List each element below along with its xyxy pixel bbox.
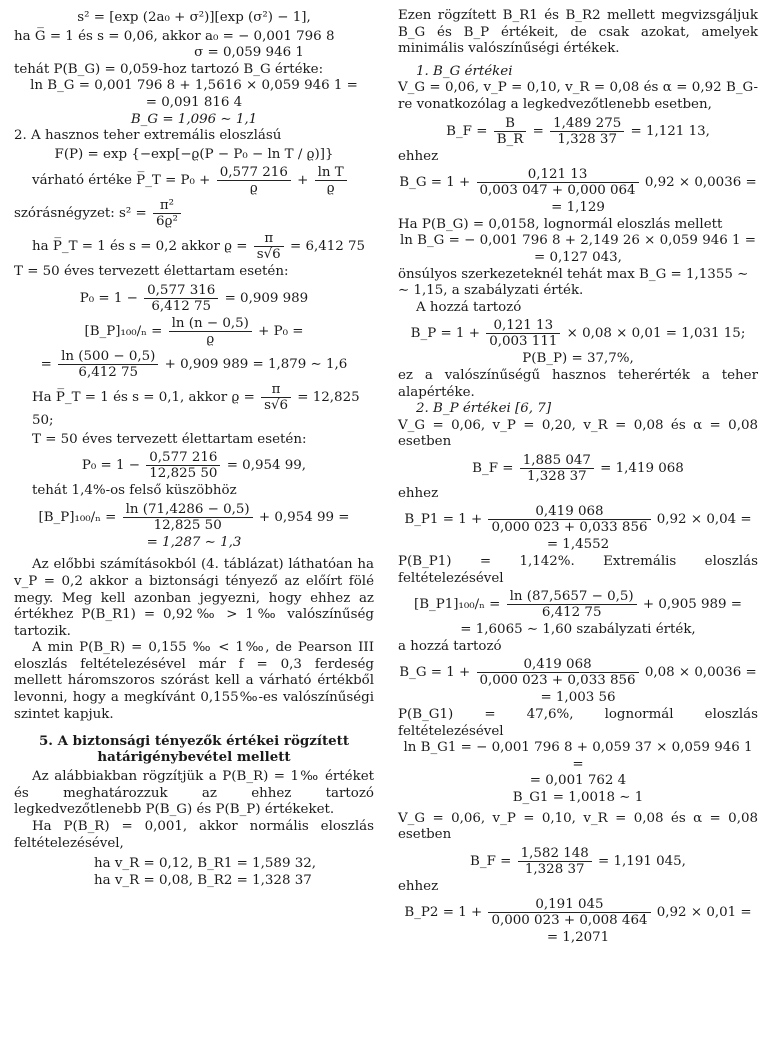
subsection-title: 1. B_G értékei	[416, 63, 513, 79]
paragraph: Az előbbi számításokból (4. táblázat) láthatóan ha v_P = 0,2 akkor a biztonsági tényező az előírt fölé megy. Meg kell azonban jegyezni, hogy ehhez az értékhez P(B_R1) = 0,92‰ > 1‰ valószínűség tartozik.	[14, 557, 374, 639]
formula-expected	[14, 165, 374, 196]
numerator: 0,121 13	[486, 318, 560, 334]
text-line: önsúlyos szerkezeteknél tehát max B_G = 1,1355 ∼	[398, 266, 749, 282]
text-line: tehát 1,4%-os felső küszöbhöz	[32, 483, 237, 499]
numerator: 0,577 216	[217, 165, 291, 181]
text-line: T = 50 éves tervezett élettartam esetén:	[32, 431, 307, 447]
denominator: 1,328 37	[524, 861, 585, 877]
denominator: ϱ	[326, 181, 335, 197]
denominator: ϱ	[249, 181, 258, 197]
numerator: 0,577 216	[146, 450, 220, 466]
fraction	[144, 283, 218, 314]
fraction	[315, 165, 347, 196]
formula-label: [B_P1]₁₀₀/ₙ =	[413, 597, 501, 613]
numerator: ln (n − 0,5)	[169, 316, 252, 332]
formula-bg	[398, 167, 758, 198]
formula-result: B_G = 1,096 ∼ 1,1	[130, 111, 258, 127]
fraction	[477, 657, 639, 688]
formula-p0	[14, 283, 374, 314]
fraction	[507, 589, 637, 620]
paragraph: Ezen rögzített B_R1 és B_R2 mellett megvizsgáljuk B_G és B_P értékeit, de csak azokat, amelyek minimális valószínűségi értékek.	[398, 8, 758, 57]
numerator: π²	[153, 198, 181, 214]
denominator: 0,003 047 + 0,000 064	[479, 183, 636, 199]
formula-rho	[14, 231, 374, 262]
formula-variance-sq	[14, 198, 374, 229]
formula-line: = 0,091 816 4	[145, 94, 243, 110]
formula-label: B_P1 = 1 +	[404, 512, 483, 528]
formula-label: B_F =	[446, 123, 488, 139]
denominator: s√6	[264, 397, 289, 413]
text-line: ha G̅ = 1 és s = 0,06, akkor a₀ = − 0,001 796 8	[14, 28, 335, 44]
formula-rho-2	[14, 382, 374, 430]
denominator: 12,825 50	[153, 517, 222, 533]
text-line: ∼ 1,15, a szabályzati érték.	[398, 283, 584, 299]
fraction	[169, 316, 252, 347]
text-line: V_G = 0,06, v_P = 0,20, v_R = 0,08 és α = 0,08 esetben	[398, 417, 758, 450]
numerator: 0,419 068	[488, 504, 650, 520]
formula-result: = 1,4552	[546, 537, 610, 553]
formula-label: [B_P]₁₀₀/ₙ =	[84, 323, 163, 339]
formula-result: = 1,2071	[546, 930, 610, 946]
formula-distribution: F(P) = exp {−exp[−ϱ(P − P₀ − ln T / ϱ)]}	[54, 146, 334, 162]
formula-label: B_F =	[470, 853, 512, 869]
formula-line: ln B_G1 = − 0,001 796 8 + 0,059 37 × 0,059 946 1 =	[403, 740, 753, 772]
formula-result: = 0,954 99,	[226, 458, 307, 474]
fraction	[153, 198, 181, 229]
formula-result: 0,92 × 0,04 =	[656, 512, 752, 528]
fraction	[217, 165, 291, 196]
left-column	[14, 8, 374, 889]
formula-result: 0,92 × 0,0036 =	[644, 175, 757, 191]
formula-line: ln B_G = 0,001 796 8 + 1,5616 × 0,059 946 1 =	[30, 78, 358, 94]
formula-result: = 6,412 75	[289, 239, 366, 255]
formula-label: B_G = 1 +	[399, 665, 471, 681]
formula-bf-2	[398, 453, 758, 484]
formula-line: ha v_R = 0,12, B_R1 = 1,589 32,	[94, 856, 317, 872]
numerator: π	[254, 231, 284, 247]
formula-bg-2	[398, 657, 758, 688]
numerator: 0,577 316	[144, 283, 218, 299]
text-line: ehhez	[398, 148, 439, 164]
numerator: ln (87,5657 − 0,5)	[507, 589, 637, 605]
formula-result: = 1,191 045,	[598, 853, 686, 869]
formula-line: ln B_G = − 0,001 796 8 + 2,149 26 × 0,059 946 1 =	[399, 233, 757, 249]
formula-result: = 1,419 068	[600, 460, 684, 476]
formula-result: = 1,287 ∼ 1,3	[146, 534, 242, 550]
right-column	[398, 8, 758, 947]
text-line: T = 50 éves tervezett élettartam esetén:	[14, 264, 289, 280]
formula-result: = 12,825 50;	[32, 389, 360, 428]
numerator: 1,489 275	[550, 116, 624, 132]
formula-result: × 0,08 × 0,01 = 1,031 15;	[566, 326, 746, 342]
denominator: s√6	[256, 247, 281, 263]
formula-line: ha v_R = 0,08, B_R2 = 1,328 37	[94, 872, 312, 888]
formula-result: = 0,909 989	[224, 290, 309, 306]
fraction	[146, 450, 220, 481]
fraction	[520, 453, 594, 484]
denominator: 0,000 023 + 0,033 856	[479, 673, 636, 689]
fraction	[550, 116, 624, 147]
formula-result: + 0,909 989 = 1,879 ∼ 1,6	[164, 356, 348, 372]
formula-line: = 0,001 762 4	[529, 773, 627, 789]
formula-bp	[14, 316, 374, 347]
numerator: 1,885 047	[520, 453, 594, 469]
formula-label: [B_P]₁₀₀/ₙ =	[38, 509, 117, 525]
formula-result: = 1,6065 ∼ 1,60 szabályzati érték,	[460, 622, 696, 638]
formula-line: = 0,127 043,	[534, 249, 622, 265]
formula-result: B_G1 = 1,0018 ∼ 1	[512, 790, 644, 805]
text-line: tehát P(B_G) = 0,059-hoz tartozó B_G értéke:	[14, 61, 324, 77]
formula-result: + P₀ =	[258, 323, 304, 339]
text-line: a hozzá tartozó	[398, 638, 502, 654]
operator: +	[297, 173, 309, 189]
denominator: 0,000 023 + 0,008 464	[491, 913, 648, 929]
numerator: π	[261, 382, 291, 398]
fraction	[123, 502, 253, 533]
paragraph: ez a valószínűségű hasznos teherérték a teher alapértéke.	[398, 367, 758, 400]
paragraph: P(B_G1) = 47,6%, lognormál eloszlás feltételezésével	[398, 707, 758, 739]
formula-bp1	[398, 504, 758, 535]
formula-label: B_P = 1 +	[410, 326, 480, 342]
paragraph: V_G = 0,06, v_P = 0,10, v_R = 0,08 és α = 0,92 B_G-re vonatkozólag a legkedvezőtlenebb esetben,	[398, 80, 758, 112]
formula-result: = 1,003 56	[540, 690, 616, 706]
formula-label: =	[40, 356, 52, 372]
numerator: ln T	[315, 165, 347, 181]
paragraph: A min P(B_R) = 0,155 ‰ < 1‰, de Pearson III eloszlás feltételezésével már f = 0,3 ferdeség mellett háromszoros szórást kell a várható értékből levonni, hogy a megkívánt 0,155‰-es valószínűségi szintet kapjuk.	[14, 640, 374, 722]
denominator: 1,328 37	[557, 131, 617, 147]
text-line: ehhez	[398, 485, 439, 501]
formula-bf-3	[398, 846, 758, 877]
numerator: 0,121 13	[477, 167, 639, 183]
formula-result: P(B_P) = 37,7%,	[522, 351, 634, 367]
numerator: ln (71,4286 − 0,5)	[123, 502, 253, 518]
paragraph: Az alábbiakban rögzítjük a P(B_R) = 1‰ értéket és meghatározzuk az ehhez tartozó legkedvezőtlenebb P(B_G) és P(B_P) értékeket.	[14, 769, 374, 818]
denominator: 0,003 111	[489, 334, 558, 350]
fraction	[518, 846, 592, 877]
text-line: ehhez	[398, 878, 439, 894]
fraction	[477, 167, 639, 198]
fraction	[261, 382, 291, 413]
fraction	[488, 504, 650, 535]
fraction	[488, 897, 650, 928]
formula-line: σ = 0,059 946 1	[194, 45, 304, 61]
formula-label: B_P2 = 1 +	[404, 905, 483, 921]
paragraph: Ha P(B_R) = 0,001, akkor normális eloszlás feltételezésével,	[14, 819, 374, 851]
paragraph: P(B_P1) = 1,142%. Extremális eloszlás feltételezésével	[398, 554, 758, 586]
denominator: ϱ	[206, 331, 215, 347]
fraction	[494, 116, 527, 147]
denominator: 6,412 75	[541, 605, 602, 621]
formula-label: P₀ = 1 −	[79, 290, 138, 306]
numerator: ln (500 − 0,5)	[58, 349, 158, 365]
formula-result: = 1,129	[551, 200, 605, 216]
formula-label: B_F =	[472, 460, 514, 476]
fraction	[486, 318, 560, 349]
formula-bp1-ext	[398, 589, 758, 620]
formula-label: Ha P̅_T = 1 és s = 0,1, akkor ϱ =	[32, 389, 255, 405]
formula-bf	[398, 116, 758, 147]
formula-label: szórásnégyzet: s² =	[14, 206, 147, 222]
numerator: 1,582 148	[518, 846, 592, 862]
formula-result: 0,08 × 0,0036 =	[644, 665, 757, 681]
section-heading: 5. A biztonsági tényezők értékei rögzített határigénybevétel mellett	[38, 733, 350, 766]
paragraph: V_G = 0,06, v_P = 0,10, v_R = 0,08 és α = 0,08 esetben	[398, 810, 758, 843]
numerator: B	[494, 116, 527, 132]
fraction	[58, 349, 158, 380]
formula-label: B_G = 1 +	[399, 175, 471, 191]
formula-label: ha P̅_T = 1 és s = 0,2 akkor ϱ =	[32, 239, 248, 255]
operator: =	[532, 123, 544, 139]
denominator: 6,412 75	[78, 364, 139, 380]
formula-result: 0,92 × 0,01 =	[656, 905, 752, 921]
denominator: 0,000 023 + 0,033 856	[491, 520, 648, 536]
formula-bp	[398, 318, 758, 349]
formula-bp2	[398, 897, 758, 928]
formula-result: + 0,954 99 =	[258, 509, 350, 525]
formula-result: = 1,121 13,	[630, 123, 710, 139]
section-item: 2. A hasznos teher extremális eloszlású	[14, 128, 282, 144]
numerator: 0,419 068	[477, 657, 639, 673]
formula-bp-value	[14, 349, 374, 380]
text-line: A hozzá tartozó	[416, 299, 522, 315]
subsection-title: 2. B_P értékei [6, 7]	[416, 401, 552, 417]
denominator: B_R	[496, 131, 524, 147]
formula-variance: s² = [exp (2a₀ + σ²)][exp (σ²) − 1],	[77, 10, 311, 25]
numerator: 0,191 045	[488, 897, 650, 913]
formula-bp-2	[14, 502, 374, 533]
formula-p0-2	[14, 450, 374, 481]
denominator: 1,328 37	[527, 468, 587, 484]
formula-result: + 0,905 989 =	[642, 597, 743, 613]
denominator: 12,825 50	[149, 466, 218, 482]
denominator: 6,412 75	[151, 298, 212, 314]
denominator: 6ϱ²	[156, 214, 178, 230]
formula-label: P₀ = 1 −	[81, 458, 141, 474]
fraction	[254, 231, 284, 262]
formula-label: várható értéke P̅_T = P₀ +	[32, 173, 211, 189]
text-line: Ha P(B_G) = 0,0158, lognormál eloszlás mellett	[398, 216, 723, 232]
